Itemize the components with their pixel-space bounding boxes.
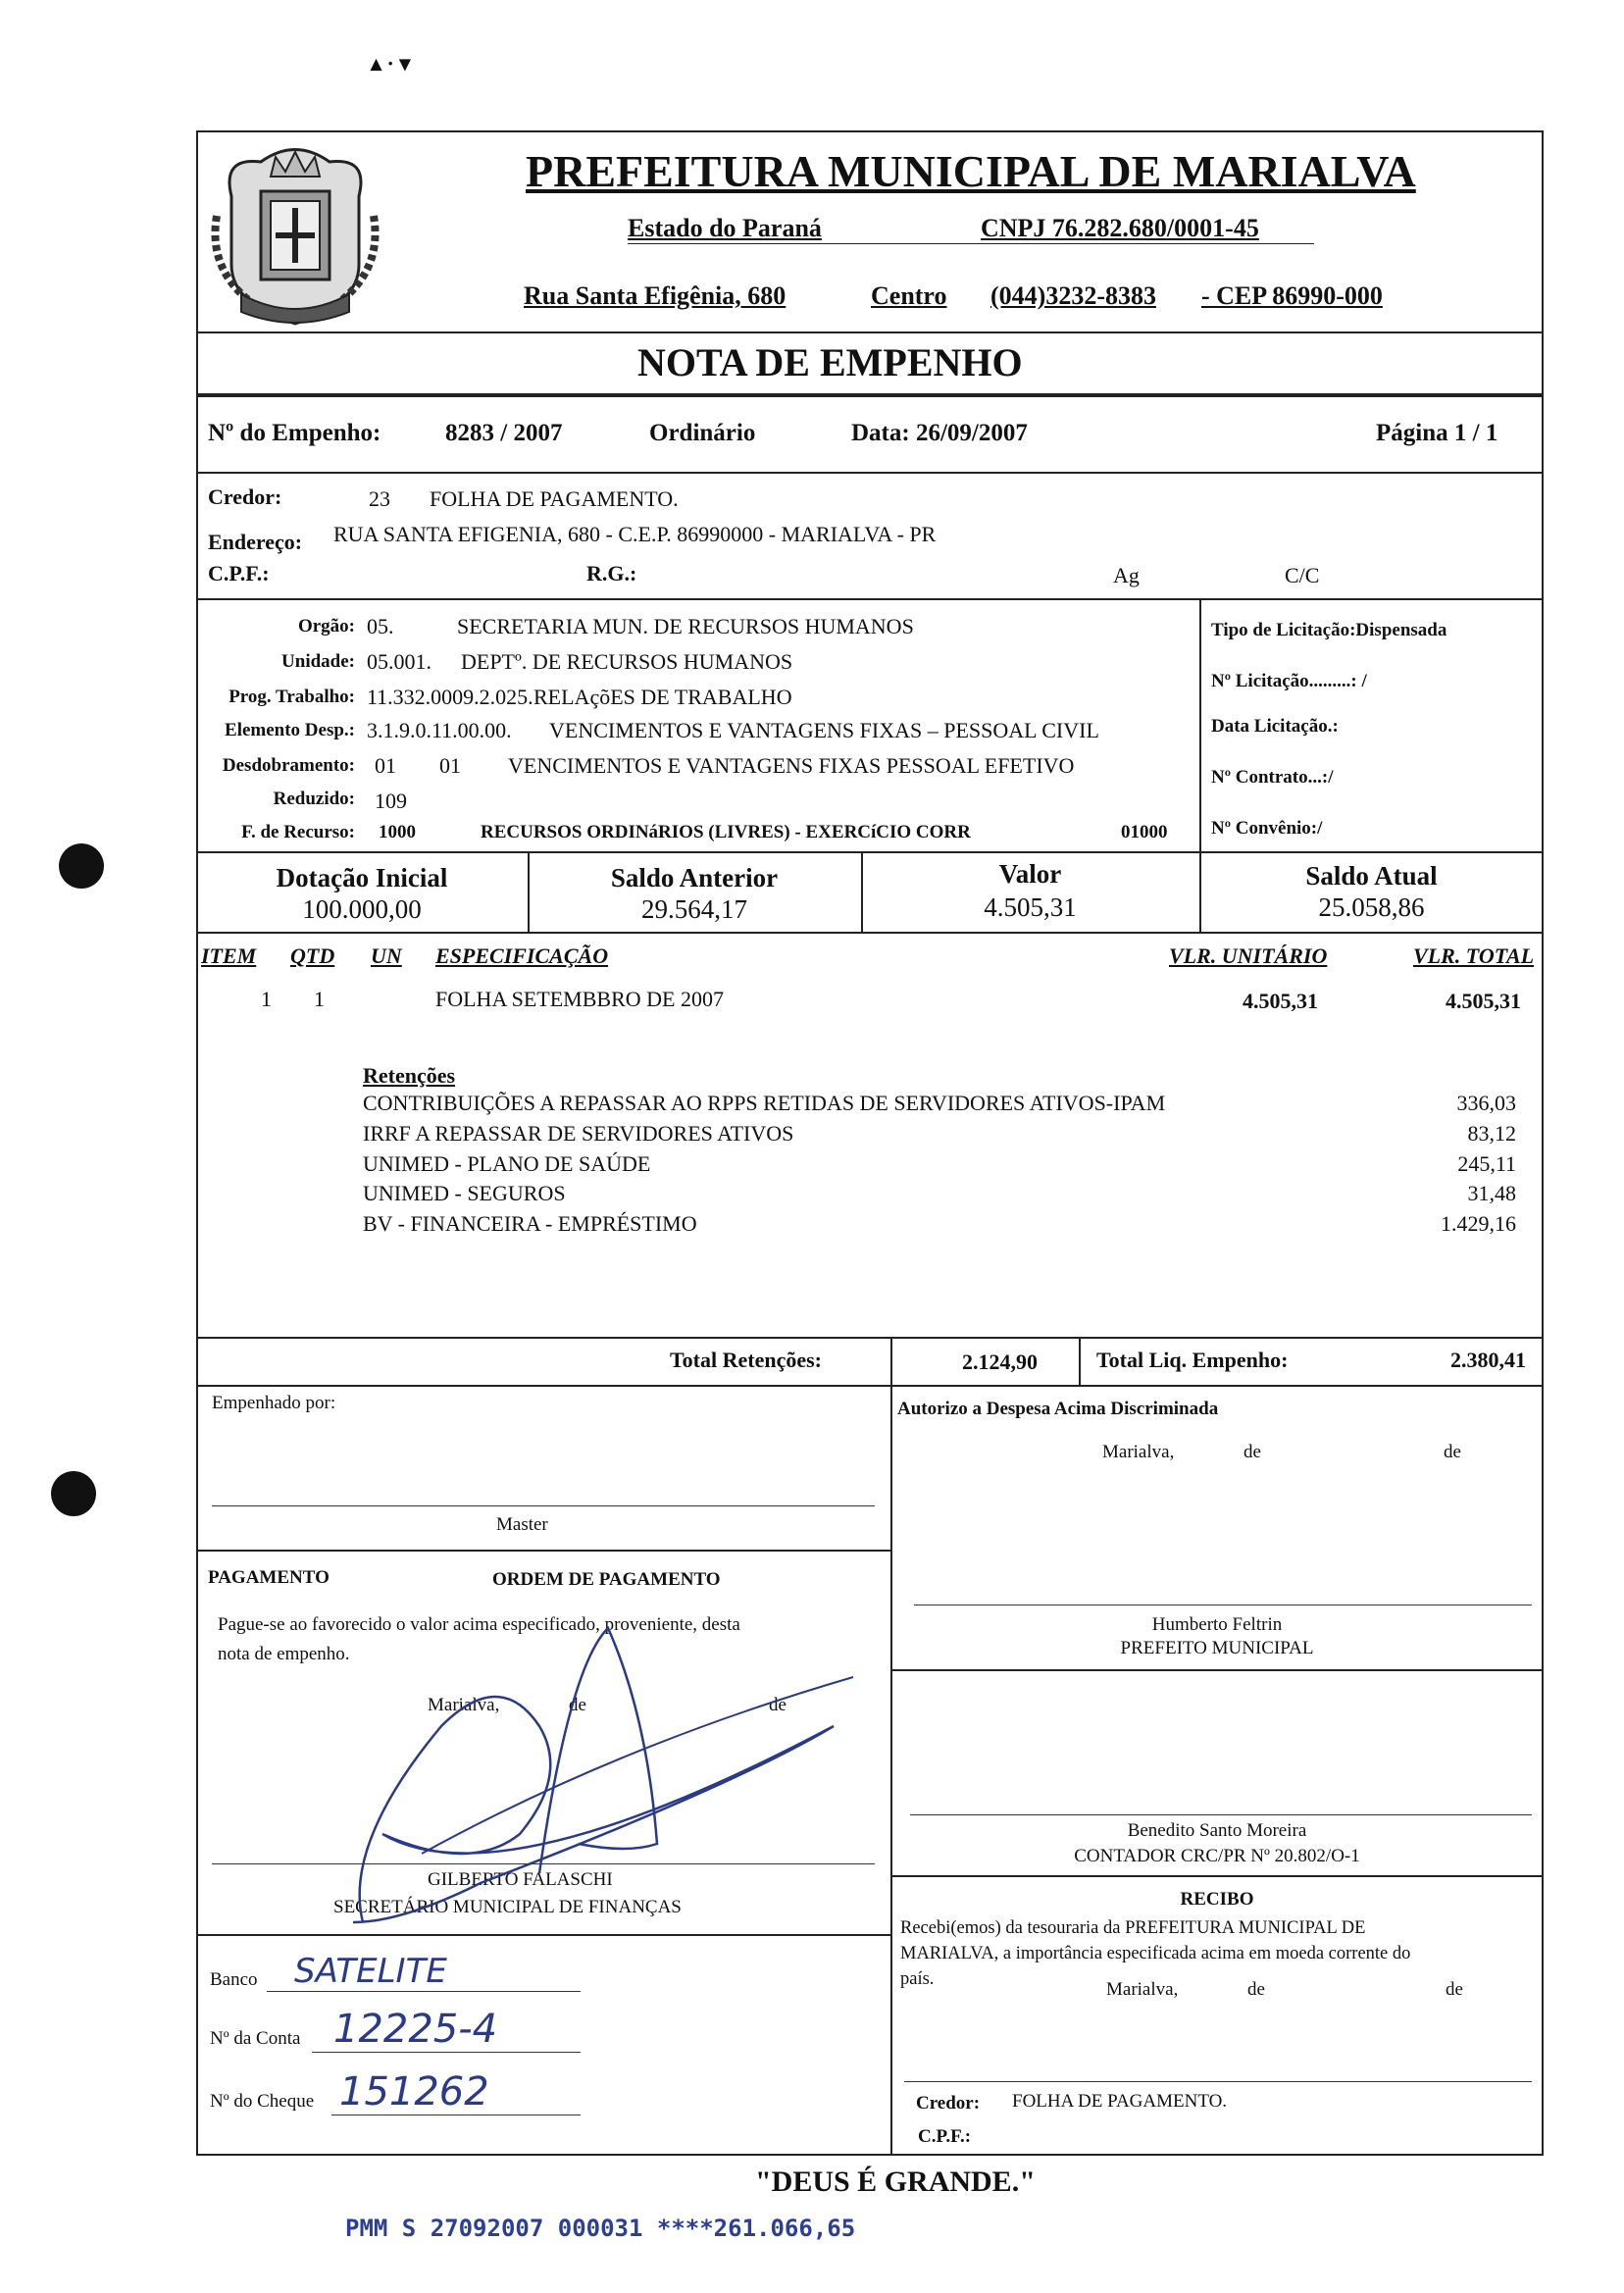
col-espec: ESPECIFICAÇÃO bbox=[435, 943, 609, 968]
autorizo-de-2: de bbox=[1444, 1442, 1461, 1462]
totals-divider bbox=[1079, 1337, 1081, 1386]
document-title: NOTA DE EMPENHO bbox=[637, 340, 1023, 384]
cheque-label: Nº do Cheque bbox=[210, 2091, 315, 2112]
recibo-title: RECIBO bbox=[1180, 1889, 1254, 1910]
cc-label: C/C bbox=[1285, 563, 1320, 587]
divider bbox=[196, 851, 1544, 853]
retencao-value: 1.429,16 bbox=[1441, 1211, 1516, 1236]
divider bbox=[196, 472, 1544, 474]
bank-stamp: PMM S 27092007 000031 ****261.066,65 bbox=[345, 2215, 856, 2242]
conta-label: Nº da Conta bbox=[210, 2028, 301, 2049]
licitacao-convenio: Nº Convênio:/ bbox=[1211, 818, 1323, 839]
divider bbox=[196, 932, 1544, 934]
valor-label: Valor bbox=[998, 859, 1062, 889]
retencao-value: 83,12 bbox=[1467, 1121, 1516, 1146]
divider bbox=[196, 1337, 1544, 1339]
dotacao-value: 100.000,00 bbox=[302, 894, 422, 924]
signature-line bbox=[212, 1505, 875, 1506]
credor-address: RUA SANTA EFIGENIA, 680 - C.E.P. 86990000 - MARIALVA - PR bbox=[333, 522, 937, 546]
prog-name: RELAçõES DE TRABALHO bbox=[533, 685, 792, 709]
retencoes-title: Retenções bbox=[363, 1063, 456, 1088]
orgao-code: 05. bbox=[367, 614, 394, 638]
unidade-label: Unidade: bbox=[281, 651, 355, 672]
total-retencoes-label: Total Retenções: bbox=[670, 1348, 822, 1372]
unidade-code: 05.001. bbox=[367, 649, 431, 674]
empenhado-label: Empenhado por: bbox=[212, 1393, 336, 1413]
elemento-name: VENCIMENTOS E VANTAGENS FIXAS – PESSOAL CIVIL bbox=[549, 718, 1099, 742]
ordem-de-1: de bbox=[569, 1695, 586, 1715]
col-unit: VLR. UNITÁRIO bbox=[1169, 943, 1328, 968]
divider bbox=[196, 598, 1544, 600]
prefeito-role: PREFEITO MUNICIPAL bbox=[1120, 1638, 1314, 1658]
recurso-name: RECURSOS ORDINáRIOS (LIVRES) - EXERCíCIO CORR bbox=[481, 822, 971, 842]
signature-column-divider bbox=[890, 1385, 892, 2156]
licitacao-numero: Nº Licitação.........: / bbox=[1211, 671, 1367, 691]
header-phone: (044)3232-8383 bbox=[990, 281, 1156, 310]
divider bbox=[890, 1669, 1544, 1671]
budget-divider bbox=[1199, 598, 1201, 851]
conta-line bbox=[312, 2052, 581, 2053]
address-label: Endereço: bbox=[208, 530, 303, 554]
punch-hole-top bbox=[59, 843, 104, 889]
recibo-text-2: MARIALVA, a importância especificada acima em moeda corrente do bbox=[900, 1944, 1411, 1963]
prog-code: 11.332.0009.2.025. bbox=[367, 685, 533, 709]
empenho-number: 8283 / 2007 bbox=[445, 420, 563, 446]
recibo-cpf-label: C.P.F.: bbox=[918, 2126, 972, 2147]
recurso-code-2: 01000 bbox=[1121, 822, 1168, 842]
col-qtd: QTD bbox=[290, 943, 335, 968]
divider bbox=[890, 1875, 1544, 1877]
ag-label: Ag bbox=[1113, 563, 1140, 587]
prog-label: Prog. Trabalho: bbox=[228, 687, 355, 707]
pagamento-label: PAGAMENTO bbox=[208, 1567, 330, 1588]
banco-value: SATELITE bbox=[294, 1952, 447, 1991]
recibo-text-3: país. bbox=[900, 1969, 935, 1989]
atual-value: 25.058,86 bbox=[1318, 892, 1425, 922]
ordem-label: ORDEM DE PAGAMENTO bbox=[492, 1569, 721, 1590]
licitacao-data: Data Licitação.: bbox=[1211, 716, 1339, 737]
header-district: Centro bbox=[871, 281, 947, 310]
retencao-desc: CONTRIBUIÇÕES A REPASSAR AO RPPS RETIDAS DE SERVIDORES ATIVOS-IPAM bbox=[363, 1091, 1166, 1115]
atual-label: Saldo Atual bbox=[1305, 861, 1438, 891]
item-total: 4.505,31 bbox=[1446, 989, 1521, 1013]
divider bbox=[196, 331, 1544, 333]
credor-name: FOLHA DE PAGAMENTO. bbox=[430, 486, 679, 511]
header-state: Estado do Paraná bbox=[628, 214, 822, 242]
total-liq-label: Total Liq. Empenho: bbox=[1096, 1348, 1289, 1372]
secretario-name: GILBERTO FALASCHI bbox=[428, 1869, 613, 1890]
divider bbox=[196, 393, 1544, 397]
unidade-name: DEPTº. DE RECURSOS HUMANOS bbox=[461, 649, 793, 674]
signature-line bbox=[910, 1814, 1532, 1815]
credor-label: Credor: bbox=[208, 484, 282, 509]
retencao-value: 336,03 bbox=[1456, 1091, 1516, 1115]
conta-value: 12225-4 bbox=[333, 2007, 498, 2052]
recibo-credor-name: FOLHA DE PAGAMENTO. bbox=[1012, 2091, 1228, 2112]
secretario-role: SECRETÁRIO MUNICIPAL DE FINANÇAS bbox=[333, 1897, 682, 1917]
reduzido-label: Reduzido: bbox=[273, 789, 355, 809]
rg-label: R.G.: bbox=[586, 561, 637, 586]
recurso-label: F. de Recurso: bbox=[241, 822, 355, 842]
anterior-label: Saldo Anterior bbox=[610, 863, 779, 892]
recibo-de-2: de bbox=[1446, 1979, 1463, 2000]
autorizo-marialva: Marialva, bbox=[1102, 1442, 1175, 1462]
header-title: PREFEITURA MUNICIPAL DE MARIALVA bbox=[526, 146, 1416, 196]
retencao-desc: UNIMED - PLANO DE SAÚDE bbox=[363, 1151, 651, 1176]
retencao-desc: IRRF A REPASSAR DE SERVIDORES ATIVOS bbox=[363, 1121, 794, 1146]
pague-text-1: Pague-se ao favorecido o valor acima especificado, proveniente, desta bbox=[218, 1614, 740, 1635]
scan-mark: ▴ · ▾ bbox=[371, 51, 411, 76]
divider bbox=[196, 1550, 890, 1552]
elemento-code: 3.1.9.0.11.00.00. bbox=[367, 718, 512, 742]
desdobramento-label: Desdobramento: bbox=[222, 755, 355, 776]
divider bbox=[196, 1385, 1544, 1387]
contador-name: Benedito Santo Moreira bbox=[1127, 1820, 1307, 1841]
item-number: 1 bbox=[261, 987, 272, 1011]
valor-value: 4.505,31 bbox=[984, 892, 1077, 922]
retencao-desc: BV - FINANCEIRA - EMPRÉSTIMO bbox=[363, 1211, 697, 1236]
header-underline bbox=[628, 243, 1314, 244]
recibo-marialva: Marialva, bbox=[1106, 1979, 1179, 2000]
orgao-name: SECRETARIA MUN. DE RECURSOS HUMANOS bbox=[457, 614, 914, 638]
total-retencoes-value: 2.124,90 bbox=[962, 1350, 1038, 1374]
banco-label: Banco bbox=[210, 1969, 258, 1990]
empenho-date: Data: 26/09/2007 bbox=[851, 420, 1028, 446]
autorizo-de-1: de bbox=[1243, 1442, 1261, 1462]
master-label: Master bbox=[496, 1514, 548, 1535]
recibo-de-1: de bbox=[1247, 1979, 1265, 2000]
col-total: VLR. TOTAL bbox=[1413, 943, 1535, 968]
total-liq-value: 2.380,41 bbox=[1450, 1348, 1526, 1372]
motto: "DEUS É GRANDE." bbox=[755, 2166, 1036, 2198]
retencao-value: 31,48 bbox=[1467, 1181, 1516, 1205]
cheque-value: 151262 bbox=[339, 2069, 489, 2115]
desdobramento-name: VENCIMENTOS E VANTAGENS FIXAS PESSOAL EFETIVO bbox=[508, 753, 1075, 778]
prefeito-name: Humberto Feltrin bbox=[1151, 1614, 1283, 1635]
orgao-label: Orgão: bbox=[297, 616, 355, 637]
header-address: Rua Santa Efigênia, 680 bbox=[524, 281, 787, 310]
coat-of-arms-icon bbox=[202, 137, 388, 333]
item-unit: 4.505,31 bbox=[1243, 989, 1318, 1013]
credor-code: 23 bbox=[369, 486, 390, 511]
ordem-de-2: de bbox=[769, 1695, 787, 1715]
pague-text-2: nota de empenho. bbox=[218, 1644, 350, 1664]
col-item: ITEM bbox=[201, 943, 257, 968]
empenho-type: Ordinário bbox=[649, 420, 756, 446]
licitacao-tipo: Tipo de Licitação:Dispensada bbox=[1211, 620, 1447, 640]
retencao-desc: UNIMED - SEGUROS bbox=[363, 1181, 566, 1205]
banco-line bbox=[267, 1991, 581, 1992]
ordem-marialva: Marialva, bbox=[428, 1695, 500, 1715]
signature-scribble bbox=[324, 1608, 873, 1962]
punch-hole-bottom bbox=[51, 1471, 96, 1516]
dotacao-label: Dotação Inicial bbox=[276, 863, 448, 892]
retencao-value: 245,11 bbox=[1457, 1151, 1516, 1176]
anterior-value: 29.564,17 bbox=[641, 894, 747, 924]
elemento-label: Elemento Desp.: bbox=[225, 720, 355, 740]
contador-role: CONTADOR CRC/PR Nº 20.802/O-1 bbox=[1074, 1846, 1360, 1866]
empenho-label: Nº do Empenho: bbox=[208, 420, 381, 446]
page-number: Página 1 / 1 bbox=[1376, 420, 1498, 446]
signature-line bbox=[904, 2081, 1532, 2082]
recibo-credor-label: Credor: bbox=[916, 2093, 981, 2114]
reduzido-code: 109 bbox=[375, 789, 407, 813]
recibo-text-1: Recebi(emos) da tesouraria da PREFEITURA MUNICIPAL DE bbox=[900, 1918, 1366, 1938]
header-cep: - CEP 86990-000 bbox=[1201, 281, 1383, 310]
licitacao-contrato: Nº Contrato...:/ bbox=[1211, 767, 1334, 788]
item-espec: FOLHA SETEMBBRO DE 2007 bbox=[435, 987, 724, 1011]
item-qtd: 1 bbox=[314, 987, 325, 1011]
desdobramento-code-2: 01 bbox=[439, 753, 461, 778]
cpf-label: C.P.F.: bbox=[208, 561, 270, 586]
col-un: UN bbox=[371, 943, 402, 968]
autorizo-label: Autorizo a Despesa Acima Discriminada bbox=[897, 1399, 1219, 1419]
recurso-code: 1000 bbox=[379, 822, 416, 842]
header-cnpj: CNPJ 76.282.680/0001-45 bbox=[981, 214, 1259, 242]
desdobramento-code-1: 01 bbox=[375, 753, 396, 778]
